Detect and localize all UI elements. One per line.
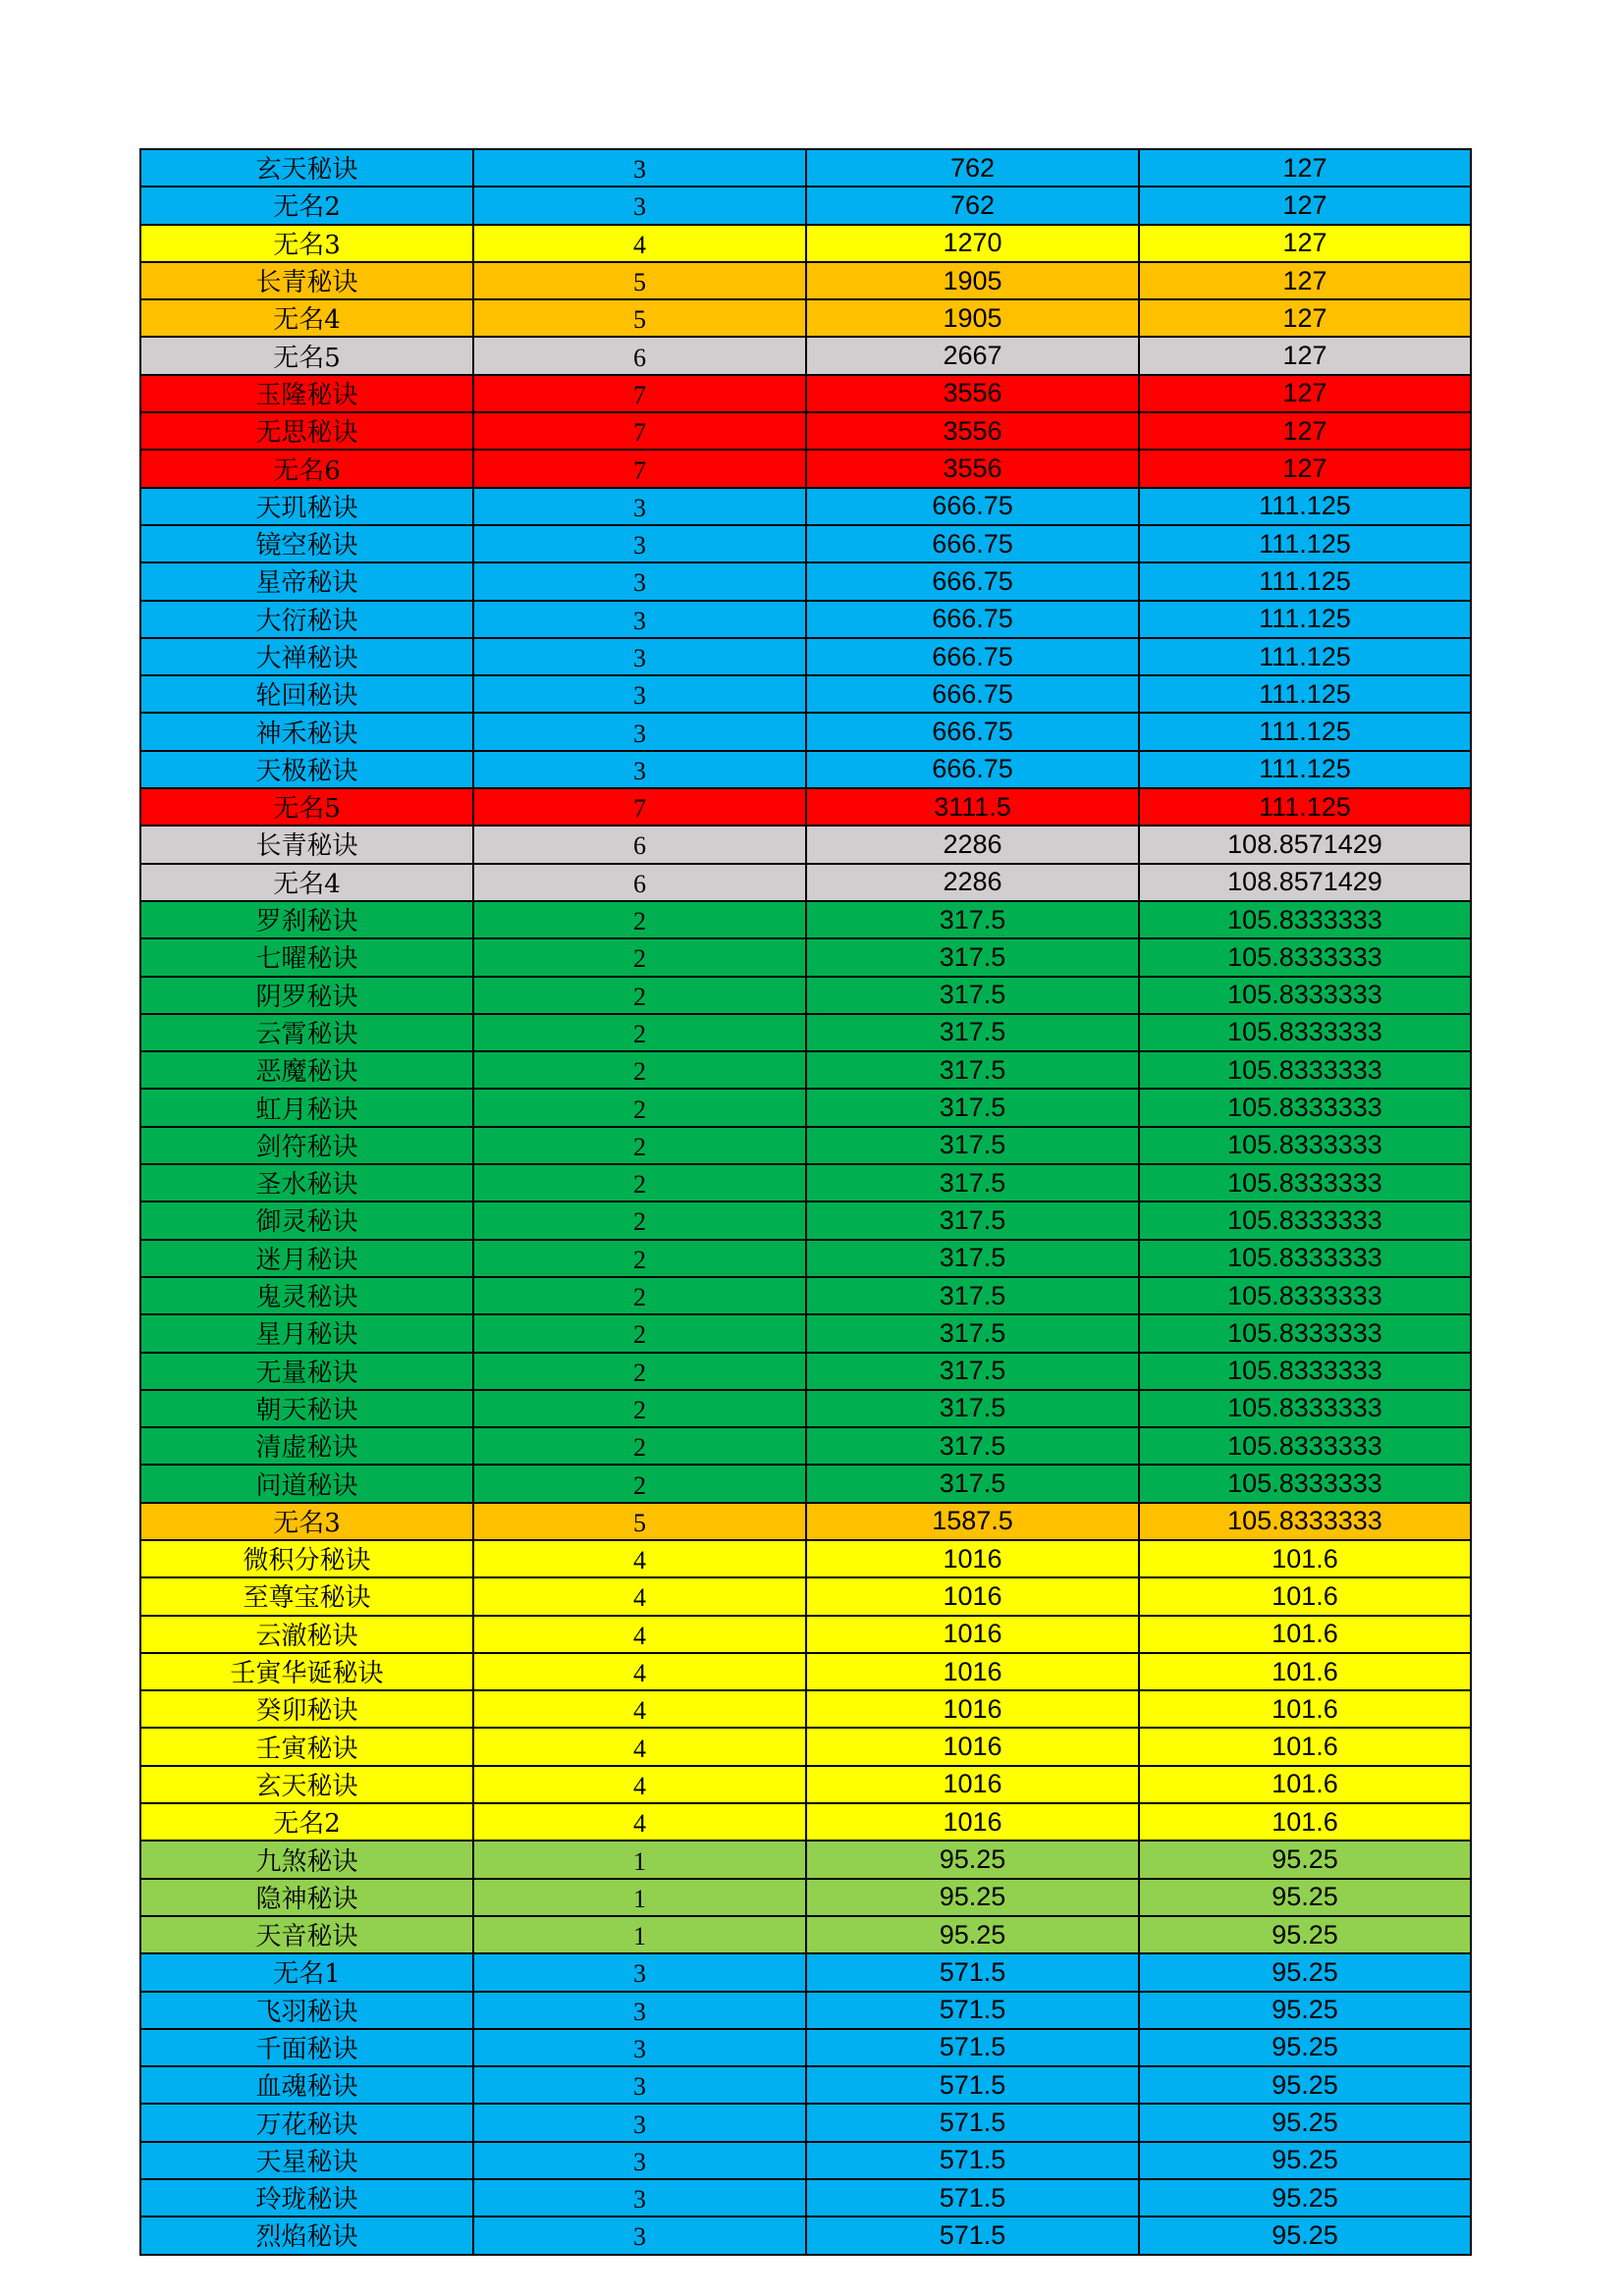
cell-total[interactable]: 317.5 — [806, 1164, 1139, 1201]
cell-name[interactable]: 壬寅秘诀 — [140, 1728, 473, 1765]
cell-average[interactable]: 95.25 — [1139, 2142, 1471, 2179]
cell-average[interactable]: 108.8571429 — [1139, 864, 1471, 901]
cell-tier[interactable]: 3 — [473, 675, 806, 713]
cell-name[interactable]: 星帝秘诀 — [140, 562, 473, 600]
cell-total[interactable]: 666.75 — [806, 562, 1139, 600]
cell-total[interactable]: 571.5 — [806, 2179, 1139, 2216]
cell-name[interactable]: 无名5 — [140, 788, 473, 826]
cell-name[interactable]: 虹月秘诀 — [140, 1089, 473, 1126]
cell-average[interactable]: 111.125 — [1139, 601, 1471, 638]
cell-tier[interactable]: 6 — [473, 826, 806, 863]
cell-average[interactable]: 127 — [1139, 375, 1471, 412]
cell-total[interactable]: 1905 — [806, 262, 1139, 299]
cell-total[interactable]: 3111.5 — [806, 788, 1139, 826]
table-row — [140, 525, 1471, 562]
table-row — [140, 713, 1471, 750]
table-row — [140, 1503, 1471, 1540]
cell-average[interactable]: 127 — [1139, 450, 1471, 487]
cell-average[interactable]: 101.6 — [1139, 1653, 1471, 1690]
cell-tier[interactable]: 4 — [473, 1540, 806, 1577]
cell-average[interactable]: 95.25 — [1139, 2216, 1471, 2254]
cell-name[interactable]: 血魂秘诀 — [140, 2066, 473, 2104]
cell-name[interactable]: 阴罗秘诀 — [140, 977, 473, 1014]
cell-average[interactable]: 105.8333333 — [1139, 1503, 1471, 1540]
cell-tier[interactable]: 3 — [473, 751, 806, 788]
cell-total[interactable]: 571.5 — [806, 2216, 1139, 2254]
table-row — [140, 2142, 1471, 2179]
cell-name[interactable]: 无名4 — [140, 299, 473, 337]
cell-total[interactable]: 317.5 — [806, 1240, 1139, 1277]
cell-name[interactable]: 玉隆秘诀 — [140, 375, 473, 412]
cell-name[interactable]: 微积分秘诀 — [140, 1540, 473, 1577]
cell-total[interactable]: 317.5 — [806, 1201, 1139, 1239]
cell-total[interactable]: 1016 — [806, 1653, 1139, 1690]
cell-total[interactable]: 1016 — [806, 1803, 1139, 1841]
cell-total[interactable]: 317.5 — [806, 1127, 1139, 1164]
table-row — [140, 601, 1471, 638]
table-row — [140, 788, 1471, 826]
cell-average[interactable]: 111.125 — [1139, 751, 1471, 788]
cell-tier[interactable]: 2 — [473, 1277, 806, 1314]
cell-name[interactable]: 无名1 — [140, 1953, 473, 1991]
cell-tier[interactable]: 5 — [473, 262, 806, 299]
cell-tier[interactable]: 6 — [473, 864, 806, 901]
cell-total[interactable]: 1016 — [806, 1577, 1139, 1615]
cell-average[interactable]: 108.8571429 — [1139, 826, 1471, 863]
table-row — [140, 1164, 1471, 1201]
cell-tier[interactable]: 5 — [473, 299, 806, 337]
table-row — [140, 149, 1471, 187]
table-row — [140, 2104, 1471, 2141]
cell-name[interactable]: 恶魔秘诀 — [140, 1051, 473, 1089]
cell-average[interactable]: 111.125 — [1139, 525, 1471, 562]
cell-total[interactable]: 3556 — [806, 375, 1139, 412]
cell-name[interactable]: 镜空秘诀 — [140, 525, 473, 562]
cell-average[interactable]: 95.25 — [1139, 1841, 1471, 1878]
table-row — [140, 375, 1471, 412]
table-row — [140, 675, 1471, 713]
cell-tier[interactable]: 3 — [473, 1992, 806, 2029]
cell-total[interactable]: 1587.5 — [806, 1503, 1139, 1540]
table-row — [140, 1089, 1471, 1126]
cell-tier[interactable]: 3 — [473, 2216, 806, 2254]
cell-average[interactable]: 127 — [1139, 412, 1471, 450]
cell-average[interactable]: 101.6 — [1139, 1540, 1471, 1577]
table-row — [140, 1540, 1471, 1577]
cell-tier[interactable]: 3 — [473, 638, 806, 675]
cell-tier[interactable]: 2 — [473, 1014, 806, 1051]
table-row — [140, 1728, 1471, 1765]
cell-tier[interactable]: 7 — [473, 412, 806, 450]
cell-total[interactable]: 571.5 — [806, 2029, 1139, 2066]
table-row — [140, 1201, 1471, 1239]
table-row — [140, 225, 1471, 262]
cell-tier[interactable]: 2 — [473, 1164, 806, 1201]
table-row — [140, 1014, 1471, 1051]
cell-tier[interactable]: 5 — [473, 1503, 806, 1540]
cell-average[interactable]: 105.8333333 — [1139, 1127, 1471, 1164]
table-row — [140, 337, 1471, 374]
table-row — [140, 412, 1471, 450]
cell-total[interactable]: 666.75 — [806, 638, 1139, 675]
cell-total[interactable]: 1905 — [806, 299, 1139, 337]
cell-name[interactable]: 无名2 — [140, 187, 473, 224]
cell-name[interactable]: 天音秘诀 — [140, 1916, 473, 1953]
cell-total[interactable]: 3556 — [806, 450, 1139, 487]
cell-name[interactable]: 玲珑秘诀 — [140, 2179, 473, 2216]
cell-name[interactable]: 烈焰秘诀 — [140, 2216, 473, 2254]
cell-tier[interactable]: 4 — [473, 1653, 806, 1690]
table-row — [140, 901, 1471, 938]
cell-average[interactable]: 105.8333333 — [1139, 1277, 1471, 1314]
cell-total[interactable]: 317.5 — [806, 1353, 1139, 1390]
table-row — [140, 2066, 1471, 2104]
table-row — [140, 1353, 1471, 1390]
table-row — [140, 1992, 1471, 2029]
cell-name[interactable]: 七曜秘诀 — [140, 938, 473, 976]
cell-average[interactable]: 95.25 — [1139, 2066, 1471, 2104]
cell-total[interactable]: 762 — [806, 187, 1139, 224]
cell-tier[interactable]: 2 — [473, 1353, 806, 1390]
cell-tier[interactable]: 1 — [473, 1879, 806, 1916]
cell-total[interactable]: 571.5 — [806, 2104, 1139, 2141]
cell-name[interactable]: 清虚秘诀 — [140, 1427, 473, 1465]
cell-average[interactable]: 105.8333333 — [1139, 1201, 1471, 1239]
table-row — [140, 2029, 1471, 2066]
table-row — [140, 262, 1471, 299]
cell-name[interactable]: 朝天秘诀 — [140, 1390, 473, 1427]
cell-tier[interactable]: 3 — [473, 1953, 806, 1991]
table-row — [140, 1653, 1471, 1690]
table-row — [140, 1240, 1471, 1277]
cell-tier[interactable]: 2 — [473, 938, 806, 976]
cell-average[interactable]: 101.6 — [1139, 1766, 1471, 1803]
cell-tier[interactable]: 2 — [473, 1089, 806, 1126]
cell-average[interactable]: 95.25 — [1139, 1953, 1471, 1991]
cell-total[interactable]: 1016 — [806, 1690, 1139, 1728]
table-row — [140, 1803, 1471, 1841]
cell-total[interactable]: 1016 — [806, 1766, 1139, 1803]
cell-total[interactable]: 317.5 — [806, 1014, 1139, 1051]
cell-average[interactable]: 127 — [1139, 262, 1471, 299]
table-row — [140, 2179, 1471, 2216]
cell-tier[interactable]: 3 — [473, 2104, 806, 2141]
cell-name[interactable]: 剑符秘诀 — [140, 1127, 473, 1164]
table-row — [140, 1841, 1471, 1878]
cell-total[interactable]: 95.25 — [806, 1916, 1139, 1953]
cell-name[interactable]: 御灵秘诀 — [140, 1201, 473, 1239]
cell-total[interactable]: 1016 — [806, 1616, 1139, 1653]
cell-average[interactable]: 127 — [1139, 337, 1471, 374]
cell-total[interactable]: 762 — [806, 149, 1139, 187]
cell-average[interactable]: 105.8333333 — [1139, 1051, 1471, 1089]
cell-tier[interactable]: 3 — [473, 713, 806, 750]
cell-tier[interactable]: 4 — [473, 1803, 806, 1841]
cell-total[interactable]: 2667 — [806, 337, 1139, 374]
cell-name[interactable]: 长青秘诀 — [140, 262, 473, 299]
cell-tier[interactable]: 7 — [473, 788, 806, 826]
cell-tier[interactable]: 2 — [473, 1427, 806, 1465]
cell-name[interactable]: 千面秘诀 — [140, 2029, 473, 2066]
cell-average[interactable]: 105.8333333 — [1139, 1427, 1471, 1465]
cell-total[interactable]: 317.5 — [806, 977, 1139, 1014]
cell-average[interactable]: 105.8333333 — [1139, 1390, 1471, 1427]
table-row — [140, 1916, 1471, 1953]
cell-tier[interactable]: 4 — [473, 1728, 806, 1765]
cell-average[interactable]: 127 — [1139, 225, 1471, 262]
cell-tier[interactable]: 4 — [473, 1766, 806, 1803]
cell-total[interactable]: 2286 — [806, 864, 1139, 901]
cell-total[interactable]: 317.5 — [806, 1277, 1139, 1314]
cell-total[interactable]: 317.5 — [806, 1314, 1139, 1352]
cell-total[interactable]: 317.5 — [806, 901, 1139, 938]
table-row — [140, 1577, 1471, 1615]
table-row — [140, 977, 1471, 1014]
cell-total[interactable]: 666.75 — [806, 675, 1139, 713]
cell-average[interactable]: 127 — [1139, 299, 1471, 337]
cell-tier[interactable]: 3 — [473, 149, 806, 187]
table-row — [140, 1953, 1471, 1991]
table-row — [140, 938, 1471, 976]
cell-tier[interactable]: 7 — [473, 450, 806, 487]
cell-tier[interactable]: 2 — [473, 1240, 806, 1277]
cell-total[interactable]: 571.5 — [806, 2142, 1139, 2179]
cell-name[interactable]: 九煞秘诀 — [140, 1841, 473, 1878]
cell-name[interactable]: 万花秘诀 — [140, 2104, 473, 2141]
cell-tier[interactable]: 2 — [473, 1051, 806, 1089]
cell-tier[interactable]: 3 — [473, 562, 806, 600]
cell-name[interactable]: 无名2 — [140, 1803, 473, 1841]
cell-average[interactable]: 95.25 — [1139, 1992, 1471, 2029]
cell-total[interactable]: 317.5 — [806, 1051, 1139, 1089]
table-row — [140, 450, 1471, 487]
cell-tier[interactable]: 2 — [473, 1201, 806, 1239]
cell-average[interactable]: 111.125 — [1139, 638, 1471, 675]
spreadsheet-table — [139, 148, 1472, 2256]
cell-total[interactable]: 95.25 — [806, 1879, 1139, 1916]
cell-average[interactable]: 101.6 — [1139, 1577, 1471, 1615]
cell-tier[interactable]: 2 — [473, 1127, 806, 1164]
cell-name[interactable]: 星月秘诀 — [140, 1314, 473, 1352]
table-row — [140, 826, 1471, 863]
cell-average[interactable]: 101.6 — [1139, 1616, 1471, 1653]
cell-tier[interactable]: 3 — [473, 2029, 806, 2066]
cell-name[interactable]: 迷月秘诀 — [140, 1240, 473, 1277]
cell-total[interactable]: 571.5 — [806, 1953, 1139, 1991]
cell-tier[interactable]: 7 — [473, 375, 806, 412]
cell-total[interactable]: 666.75 — [806, 601, 1139, 638]
cell-name[interactable]: 天星秘诀 — [140, 2142, 473, 2179]
cell-tier[interactable]: 4 — [473, 1616, 806, 1653]
cell-tier[interactable]: 1 — [473, 1841, 806, 1878]
cell-average[interactable]: 95.25 — [1139, 1916, 1471, 1953]
table-row — [140, 638, 1471, 675]
cell-name[interactable]: 壬寅华诞秘诀 — [140, 1653, 473, 1690]
cell-total[interactable]: 666.75 — [806, 525, 1139, 562]
cell-name[interactable]: 无名3 — [140, 1503, 473, 1540]
cell-tier[interactable]: 3 — [473, 488, 806, 525]
cell-average[interactable]: 95.25 — [1139, 2029, 1471, 2066]
cell-average[interactable]: 95.25 — [1139, 2179, 1471, 2216]
cell-name[interactable]: 无名3 — [140, 225, 473, 262]
cell-name[interactable]: 无名4 — [140, 864, 473, 901]
cell-tier[interactable]: 6 — [473, 337, 806, 374]
cell-total[interactable]: 317.5 — [806, 938, 1139, 976]
cell-name[interactable]: 长青秘诀 — [140, 826, 473, 863]
cell-name[interactable]: 圣水秘诀 — [140, 1164, 473, 1201]
cell-total[interactable]: 571.5 — [806, 1992, 1139, 2029]
cell-average[interactable]: 105.8333333 — [1139, 1089, 1471, 1126]
cell-average[interactable]: 105.8333333 — [1139, 977, 1471, 1014]
cell-total[interactable]: 317.5 — [806, 1427, 1139, 1465]
table-row — [140, 864, 1471, 901]
table-row — [140, 1051, 1471, 1089]
cell-average[interactable]: 105.8333333 — [1139, 1014, 1471, 1051]
table-body — [140, 149, 1471, 2255]
cell-average[interactable]: 111.125 — [1139, 788, 1471, 826]
cell-tier[interactable]: 2 — [473, 1390, 806, 1427]
table-row — [140, 2216, 1471, 2254]
table-row — [140, 187, 1471, 224]
cell-name[interactable]: 无思秘诀 — [140, 412, 473, 450]
cell-name[interactable]: 轮回秘诀 — [140, 675, 473, 713]
cell-total[interactable]: 317.5 — [806, 1390, 1139, 1427]
cell-average[interactable]: 111.125 — [1139, 713, 1471, 750]
table-row — [140, 1314, 1471, 1352]
table-row — [140, 1879, 1471, 1916]
cell-name[interactable]: 玄天秘诀 — [140, 149, 473, 187]
table-row — [140, 1616, 1471, 1653]
cell-average[interactable]: 111.125 — [1139, 488, 1471, 525]
cell-tier[interactable]: 3 — [473, 187, 806, 224]
cell-total[interactable]: 1016 — [806, 1728, 1139, 1765]
cell-total[interactable]: 317.5 — [806, 1465, 1139, 1502]
cell-name[interactable]: 玄天秘诀 — [140, 1766, 473, 1803]
cell-name[interactable]: 飞羽秘诀 — [140, 1992, 473, 2029]
cell-average[interactable]: 105.8333333 — [1139, 901, 1471, 938]
table-row — [140, 1766, 1471, 1803]
cell-total[interactable]: 3556 — [806, 412, 1139, 450]
cell-average[interactable]: 105.8333333 — [1139, 1465, 1471, 1502]
cell-name[interactable]: 天玑秘诀 — [140, 488, 473, 525]
cell-tier[interactable]: 4 — [473, 225, 806, 262]
cell-name[interactable]: 云澈秘诀 — [140, 1616, 473, 1653]
cell-average[interactable]: 127 — [1139, 149, 1471, 187]
cell-tier[interactable]: 4 — [473, 1690, 806, 1728]
cell-name[interactable]: 无量秘诀 — [140, 1353, 473, 1390]
table-row — [140, 562, 1471, 600]
cell-total[interactable]: 1016 — [806, 1540, 1139, 1577]
cell-name[interactable]: 神禾秘诀 — [140, 713, 473, 750]
cell-total[interactable]: 95.25 — [806, 1841, 1139, 1878]
cell-total[interactable]: 666.75 — [806, 751, 1139, 788]
cell-tier[interactable]: 1 — [473, 1916, 806, 1953]
table-row — [140, 1427, 1471, 1465]
cell-name[interactable]: 鬼灵秘诀 — [140, 1277, 473, 1314]
cell-name[interactable]: 隐神秘诀 — [140, 1879, 473, 1916]
cell-total[interactable]: 1270 — [806, 225, 1139, 262]
cell-tier[interactable]: 3 — [473, 2066, 806, 2104]
cell-average[interactable]: 105.8333333 — [1139, 1314, 1471, 1352]
table-row — [140, 751, 1471, 788]
cell-tier[interactable]: 3 — [473, 2179, 806, 2216]
cell-average[interactable]: 105.8333333 — [1139, 1240, 1471, 1277]
cell-name[interactable]: 天极秘诀 — [140, 751, 473, 788]
cell-tier[interactable]: 3 — [473, 2142, 806, 2179]
cell-total[interactable]: 666.75 — [806, 713, 1139, 750]
cell-tier[interactable]: 2 — [473, 977, 806, 1014]
cell-name[interactable]: 无名5 — [140, 337, 473, 374]
cell-average[interactable]: 111.125 — [1139, 675, 1471, 713]
cell-tier[interactable]: 4 — [473, 1577, 806, 1615]
cell-tier[interactable]: 3 — [473, 601, 806, 638]
cell-name[interactable]: 云霄秘诀 — [140, 1014, 473, 1051]
cell-average[interactable]: 111.125 — [1139, 562, 1471, 600]
cell-total[interactable]: 2286 — [806, 826, 1139, 863]
cell-total[interactable]: 666.75 — [806, 488, 1139, 525]
cell-name[interactable]: 无名6 — [140, 450, 473, 487]
cell-average[interactable]: 105.8333333 — [1139, 938, 1471, 976]
cell-average[interactable]: 127 — [1139, 187, 1471, 224]
cell-average[interactable]: 105.8333333 — [1139, 1353, 1471, 1390]
cell-name[interactable]: 罗刹秘诀 — [140, 901, 473, 938]
cell-average[interactable]: 105.8333333 — [1139, 1164, 1471, 1201]
cell-name[interactable]: 癸卯秘诀 — [140, 1690, 473, 1728]
cell-tier[interactable]: 2 — [473, 1465, 806, 1502]
cell-name[interactable]: 至尊宝秘诀 — [140, 1577, 473, 1615]
cell-average[interactable]: 101.6 — [1139, 1728, 1471, 1765]
cell-tier[interactable]: 2 — [473, 901, 806, 938]
cell-average[interactable]: 95.25 — [1139, 2104, 1471, 2141]
cell-tier[interactable]: 2 — [473, 1314, 806, 1352]
cell-average[interactable]: 101.6 — [1139, 1690, 1471, 1728]
cell-name[interactable]: 大禅秘诀 — [140, 638, 473, 675]
table-row — [140, 1390, 1471, 1427]
cell-total[interactable]: 317.5 — [806, 1089, 1139, 1126]
cell-name[interactable]: 大衍秘诀 — [140, 601, 473, 638]
cell-total[interactable]: 571.5 — [806, 2066, 1139, 2104]
table-row — [140, 299, 1471, 337]
table-row — [140, 1465, 1471, 1502]
table-row — [140, 1277, 1471, 1314]
cell-tier[interactable]: 3 — [473, 525, 806, 562]
cell-name[interactable]: 问道秘诀 — [140, 1465, 473, 1502]
table-row — [140, 1690, 1471, 1728]
cell-average[interactable]: 101.6 — [1139, 1803, 1471, 1841]
table-row — [140, 1127, 1471, 1164]
table-row — [140, 488, 1471, 525]
cell-average[interactable]: 95.25 — [1139, 1879, 1471, 1916]
